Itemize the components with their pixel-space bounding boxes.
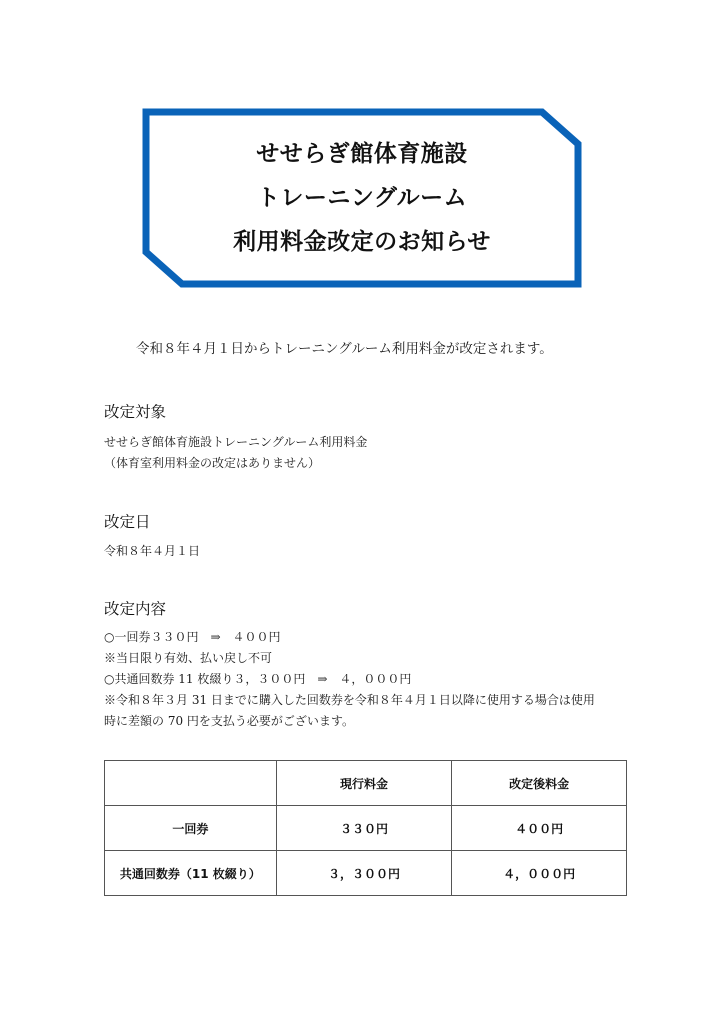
content-line-5: 時に差額の 70 円を支払う必要がございます。 (104, 714, 354, 728)
title-block (140, 106, 584, 290)
table-cell-ticket-type: 一回券 (105, 806, 277, 851)
title-line-3: 利用料金改定のお知らせ (233, 229, 491, 255)
date-line-1: 令和８年４月１日 (104, 544, 201, 558)
content-line-2: ※当日限り有効、払い戻し不可 (104, 651, 273, 665)
target-text (104, 432, 367, 474)
table-header-revised: 改定後料金 (452, 761, 627, 806)
table-header-current: 現行料金 (276, 761, 452, 806)
heading-content: 改定内容 (104, 600, 167, 618)
table-cell-revised-fee: ４００円 (452, 806, 627, 851)
content-line-4: ※令和８年３月 31 日までに購入した回数券を令和８年４月１日以降に使用する場合は使用 (104, 693, 595, 707)
table-cell-current-fee: ３３０円 (276, 806, 452, 851)
table-row (105, 806, 627, 851)
fee-table (104, 760, 627, 896)
content-line-3: ○共通回数券 11 枚綴り３，３００円 ⇒ ４，０００円 (104, 672, 412, 686)
date-text (104, 541, 200, 562)
title-line-1: せせらぎ館体育施設 (256, 141, 468, 167)
target-line-1: せせらぎ館体育施設トレーニングルーム利用料金 (104, 435, 368, 449)
title-line-2: トレーニングルーム (256, 185, 468, 211)
content-text (104, 627, 595, 732)
heading-date: 改定日 (104, 513, 151, 531)
heading-target: 改定対象 (104, 403, 167, 421)
title-box (140, 106, 584, 290)
table-cell-revised-fee: ４，０００円 (452, 851, 627, 896)
intro-text: 令和８年４月１日からトレーニングルーム利用料金が改定されます。 (136, 341, 553, 357)
table-cell-ticket-type: 共通回数券（11 枚綴り） (105, 851, 277, 896)
table-header-row (105, 761, 627, 806)
content-line-1: ○一回券３３０円 ⇒ ４００円 (104, 630, 281, 644)
table-cell-current-fee: ３，３００円 (276, 851, 452, 896)
table-header-empty (105, 761, 277, 806)
target-line-2: （体育室利用料金の改定はありません） (104, 456, 321, 470)
table-row (105, 851, 627, 896)
